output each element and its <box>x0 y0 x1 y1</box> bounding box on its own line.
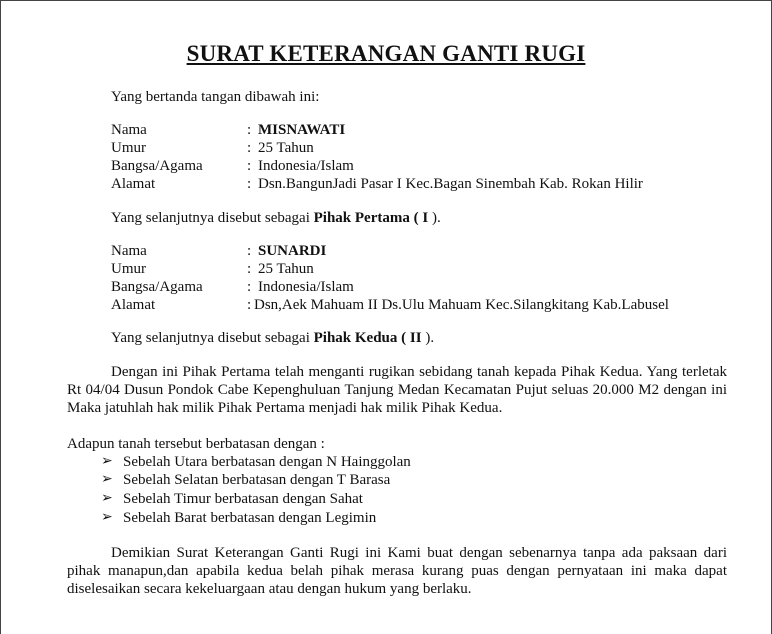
party2-ref-prefix: Yang selanjutnya disebut sebagai <box>111 330 314 346</box>
label-bangsa: Bangsa/Agama <box>111 158 203 174</box>
body-paragraph <box>67 363 727 417</box>
party2-alamat: Dsn,Aek Mahuam II Ds.Ulu Mahuam Kec.Silangkitang Kab.Labusel <box>254 297 669 313</box>
label-nama: Nama <box>111 243 147 259</box>
boundary-intro: Adapun tanah tersebut berbatasan dengan : <box>67 436 325 452</box>
label-bangsa: Bangsa/Agama <box>111 279 203 295</box>
colon: : <box>247 279 252 295</box>
party2-ref-suffix: ). <box>425 330 435 346</box>
party1-nama: MISNAWATI <box>258 122 346 138</box>
closing-paragraph <box>67 544 727 598</box>
bullet-arrow-icon: ➢ <box>101 472 113 487</box>
party2-nama: SUNARDI <box>258 243 327 259</box>
boundary-item: Sebelah Utara berbatasan dengan N Hainggolan <box>123 454 411 470</box>
label-nama: Nama <box>111 122 147 138</box>
boundary-item: Sebelah Barat berbatasan dengan Legimin <box>123 510 377 526</box>
label-alamat: Alamat <box>111 297 156 313</box>
label-umur: Umur <box>111 140 146 156</box>
colon: : <box>247 176 252 192</box>
party1-ref-suffix: ). <box>431 210 441 226</box>
party1-ref-prefix: Yang selanjutnya disebut sebagai <box>111 210 314 226</box>
bullet-arrow-icon: ➢ <box>101 454 113 469</box>
colon: : <box>247 122 252 138</box>
colon: : <box>247 261 252 277</box>
intro-text: Yang bertanda tangan dibawah ini: <box>111 89 320 105</box>
party1-bangsa: Indonesia/Islam <box>258 158 354 174</box>
bullet-arrow-icon: ➢ <box>101 510 113 525</box>
colon: : <box>247 243 252 259</box>
body-paragraph-text: Dengan ini Pihak Pertama telah menganti rugikan sebidang tanah kepada Pihak Kedua. Yang terletak Rt 04/04 Dusun Pondok Cabe Kepenghuluan Tanjung Medan Kecamatan Pujut seluas 20.000 M2 dengan ini Maka jatuhlah hak milik Pihak Pertama menjadi hak milik Pihak Kedua. <box>67 364 727 416</box>
party1-umur: 25 Tahun <box>258 140 314 156</box>
document-title: SURAT KETERANGAN GANTI RUGI <box>186 41 586 66</box>
label-alamat: Alamat <box>111 176 156 192</box>
boundary-item: Sebelah Selatan berbatasan dengan T Barasa <box>123 472 391 488</box>
boundary-item: Sebelah Timur berbatasan dengan Sahat <box>123 491 363 507</box>
colon: : <box>247 297 252 313</box>
party2-reference <box>111 329 434 347</box>
party1-reference <box>111 209 441 227</box>
party2-ref-bold: Pihak Kedua ( II <box>313 330 426 346</box>
closing-paragraph-text: Demikian Surat Keterangan Ganti Rugi ini Kami buat dengan sebenarnya tanpa ada paksaan dari pihak manapun,dan apabila kedua belah pihak merasa kurang puas dengan pernyataan ini maka dapat diselesaikan secara kekeluargaan atau dengan hukum yang berlaku. <box>67 545 727 597</box>
party2-umur: 25 Tahun <box>258 261 314 277</box>
label-umur: Umur <box>111 261 146 277</box>
bullet-arrow-icon: ➢ <box>101 491 113 506</box>
colon: : <box>247 158 252 174</box>
party1-alamat: Dsn.BangunJadi Pasar I Kec.Bagan Sinembah Kab. Rokan Hilir <box>258 176 643 192</box>
party2-bangsa: Indonesia/Islam <box>258 279 354 295</box>
party1-ref-bold: Pihak Pertama ( I <box>313 210 432 226</box>
colon: : <box>247 140 252 156</box>
